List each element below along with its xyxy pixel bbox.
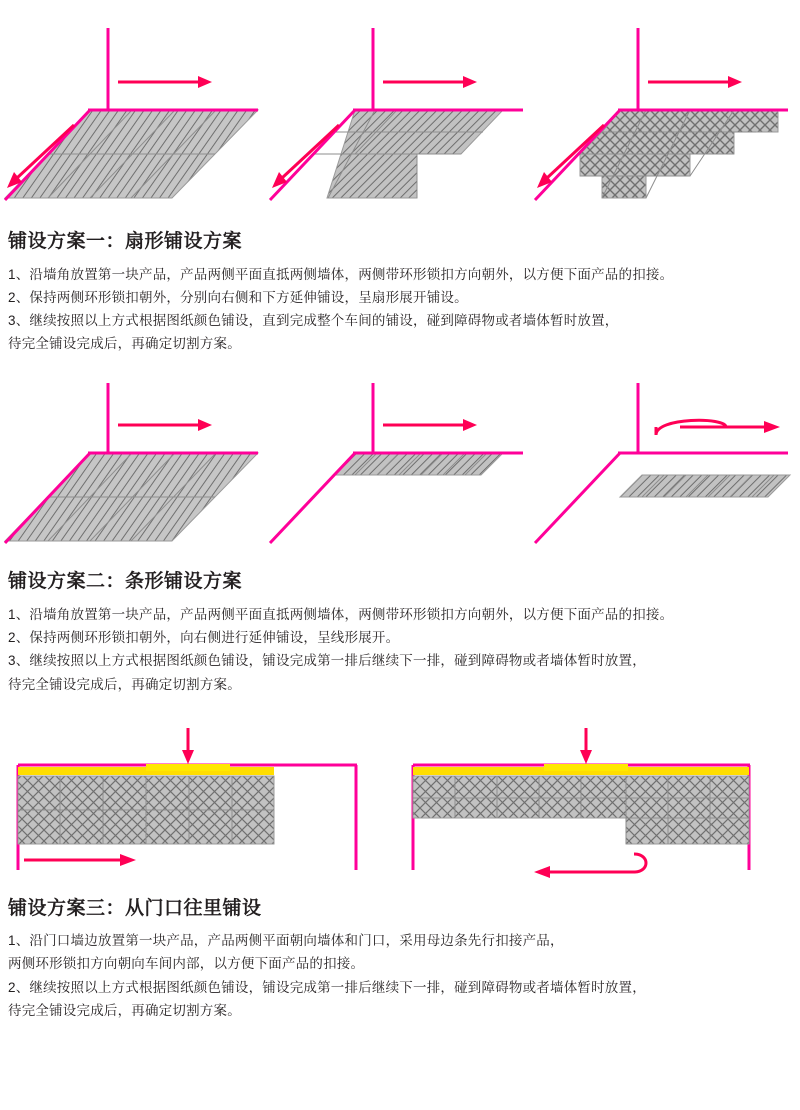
tile-area [413,776,749,844]
section-2-line-2: 2、保持两侧环形锁扣朝外，向右侧进行延伸铺设，呈线形展开。 [8,630,400,646]
strip-step-2-figure [265,383,535,568]
fan-step-3-figure [530,10,800,210]
entry-arrow [580,728,592,764]
tile-area [18,776,274,844]
return-arrow [534,854,646,878]
section-3-heading: 铺设方案三：从门口往里铺设 [8,897,262,919]
door-step-2-figure [398,720,788,895]
section-1-line-1: 1、沿墙角放置第一块产品，产品两侧平面直抵两侧墙体，两侧带环形锁扣方向朝外，以方便下面产品的扣接。 [8,266,674,282]
figures-row-1 [0,0,800,210]
strip-step-3-figure [530,383,800,568]
tile-area [620,475,790,497]
section-2-line-3: 3、继续按照以上方式根据图纸颜色铺设，铺设完成第一排后继续下一排，碰到障碍物或者墙体暂时放置， [8,653,646,669]
section-fan-laying [0,0,800,355]
section-1-line-2: 2、保持两侧环形锁扣朝外，分别向右侧和下方延伸铺设，呈扇形展开铺设。 [8,289,468,305]
section-3-line-1: 1、沿门口墙边放置第一块产品，产品两侧平面朝向墙体和门口，采用母边条先行扣接产品， [8,933,564,949]
fan-step-2-figure [265,10,535,210]
tile-area [333,453,503,475]
return-arrow [656,421,780,436]
entry-arrow [182,728,194,764]
section-2-line-1: 1、沿墙角放置第一块产品，产品两侧平面直抵两侧墙体，两侧带环形锁扣方向朝外，以方便下面产品的扣接。 [8,606,674,622]
section-3-line-3: 2、继续按照以上方式根据图纸颜色铺设，铺设完成第一排后继续下一排，碰到障碍物或者墙体暂时放置， [8,979,646,995]
section-2-heading: 铺设方案二：条形铺设方案 [8,571,243,593]
section-2-line-4: 待完全铺设完成后，再确定切割方案。 [8,676,241,692]
section-1-heading: 铺设方案一：扇形铺设方案 [8,231,243,252]
direction-arrow [24,854,136,866]
section-door-laying [0,720,800,1022]
wall-lines [535,383,788,543]
figures-row-3 [0,720,800,895]
direction-arrows [118,419,212,431]
section-1-line-4: 待完全铺设完成后，再确定切割方案。 [8,336,241,352]
direction-arrows [383,419,477,431]
door-step-1-figure [0,720,380,895]
figures-row-2 [0,383,800,568]
section-1-line-3: 3、继续按照以上方式根据图纸颜色铺设，直到完成整个车间的铺设，碰到障碍物或者墙体暂时放置， [8,312,619,328]
section-strip-laying [0,383,800,695]
section-3-line-2: 两侧环形锁扣方向朝向车间内部，以方便下面产品的扣接。 [8,956,365,972]
section-3-line-4: 待完全铺设完成后，再确定切割方案。 [8,1002,241,1018]
fan-step-1-figure [0,10,270,210]
tile-area [5,453,258,541]
strip-step-1-figure [0,383,270,568]
tile-area [580,110,778,198]
